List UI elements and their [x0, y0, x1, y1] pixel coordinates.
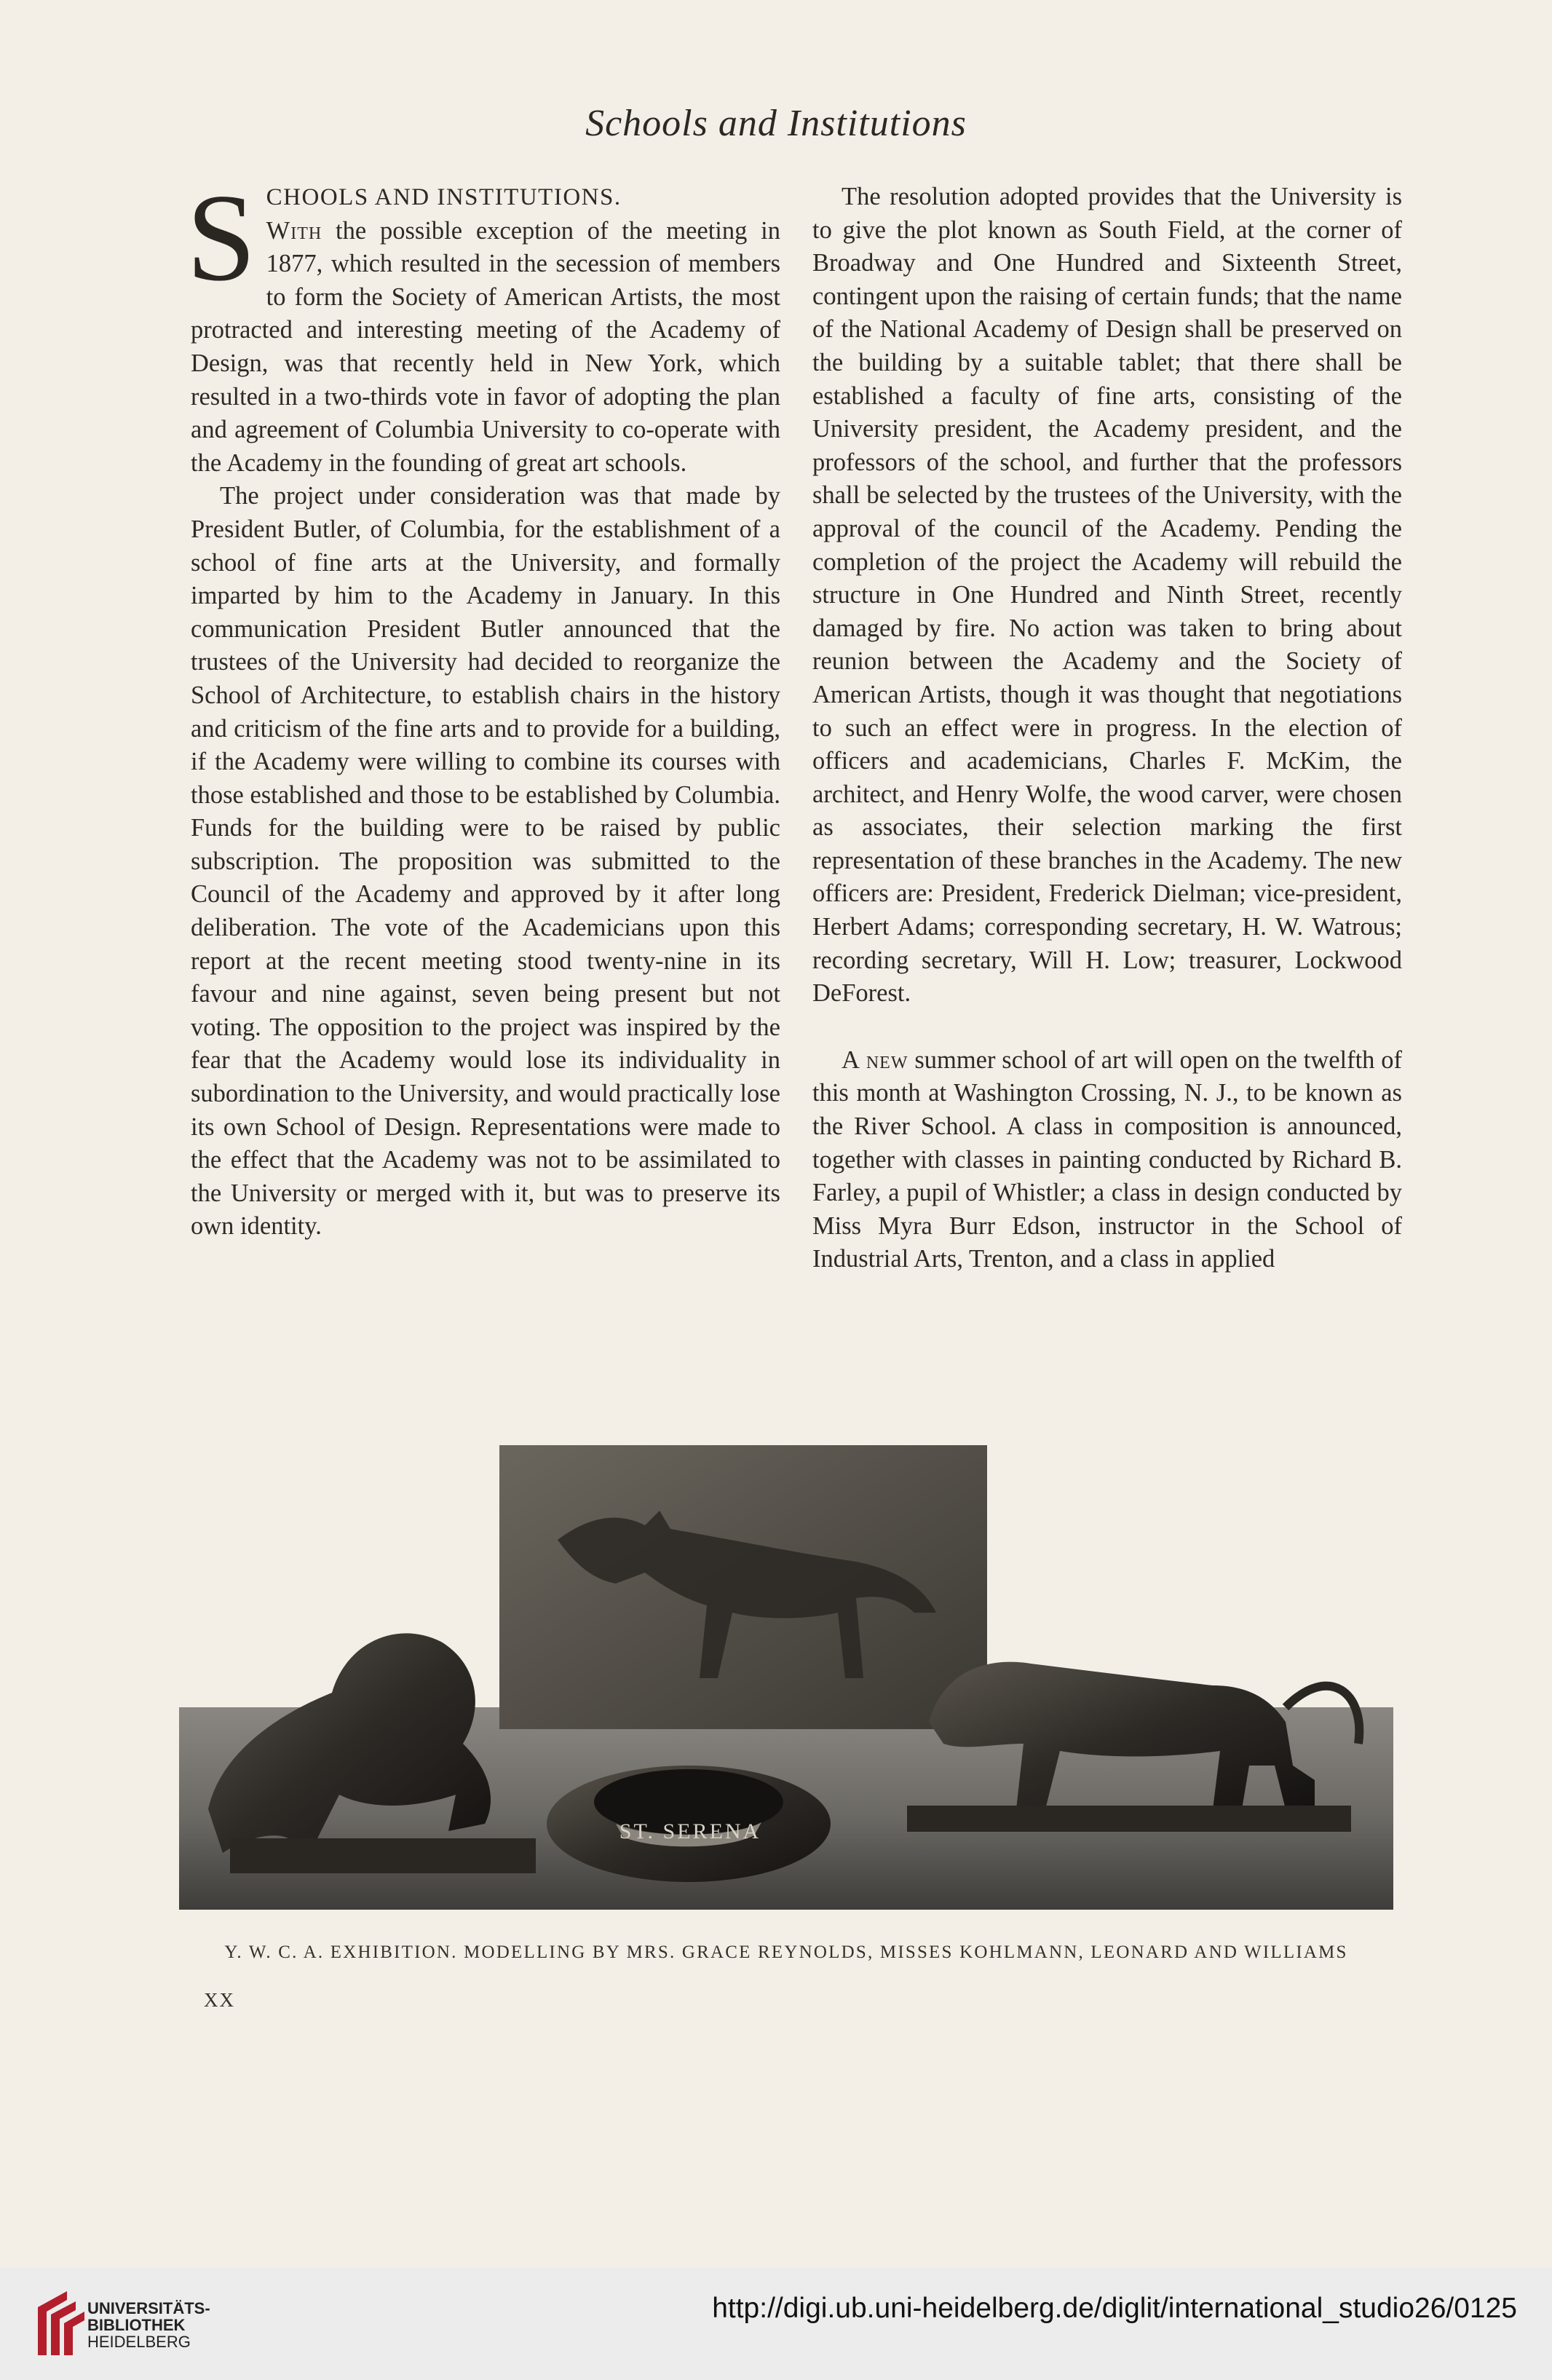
right-column: [812, 181, 1402, 1276]
left-paragraph-2: The project under consideration was that made by President Butler, of Columbia, for the establishment of a school of fine arts at the University, and formally imparted by him to the Academy in January. In this communication President Butler announced that the trustees of the University had decided to reorganize the School of Architecture, to establish chairs in the history and criticism of the fine arts and to provide for a building, if the Academy were willing to combine its courses with those established and those to be established by Columbia. Funds for the building were to be raised by public subscription. The proposition was submitted to the Council of the Academy and approved by it after long deliberation. The vote of the Academicians upon this report at the recent meeting stood twenty-nine in its favour and nine against, seven being present but not voting. The opposition to the project was inspired by the fear that the Academy would lose its individuality in subordination to the University, and would practically lose its own School of Design. Representations were made to the effect that the Academy was not to be assimilated to the University or merged with it, but was to preserve its own identity.: [191, 482, 780, 1241]
sculpture-photograph: [179, 1401, 1393, 1910]
article-heading: CHOOLS AND INSTITUTIONS.: [266, 184, 622, 210]
lion-base-left: [230, 1838, 536, 1873]
library-name: UNIVERSITÄTS- BIBLIOTHEK HEIDELBERG: [87, 2299, 210, 2351]
digitization-footer: [0, 2268, 1552, 2380]
figure-caption: Y. W. C. A. EXHIBITION. MODELLING BY MRS. GRACE REYNOLDS, MISSES KOHLMANN, LEONARD AND WILLIAMS: [224, 1942, 1348, 1962]
running-head: Schools and Institutions: [585, 103, 967, 144]
left-column: [186, 169, 780, 1244]
paragraph-text: summer school of art will open on the twelfth of this month at Washington Crossing, N. J., to be known as the River School. A class in composition is announced, together with classes in painting conducted by Richard B. Farley, a pupil of Whistler; a class in design conducted by Miss Myra Burr Edson, instructor in the School of Industrial Arts, Trenton, and a class in applied: [812, 1045, 1402, 1273]
source-url-link[interactable]: http://digi.ub.uni-heidelberg.de/diglit/international_studio26/0125: [712, 2293, 1517, 2324]
paragraph-text: the possible exception of the meeting in 1877, which resulted in the secession of members to form the Society of American Artists, the most protracted and interesting meeting of the Academy of Design, was that recently held in New York, which resulted in a two-thirds vote in favor of adopting the plan and agreement of Columbia University to co-operate with the Academy in the founding of great art schools.: [191, 216, 780, 477]
library-logo-icon: [31, 2285, 96, 2361]
page-folio: XX: [204, 1989, 235, 2011]
bowl-inscription: ST. SERENA: [619, 1819, 761, 1843]
right-paragraph-1: The resolution adopted provides that the University is to give the plot known as South Field, at the corner of Broadway and One Hundred and Sixteenth Street, contingent upon the raising of certain funds; that the name of the National Academy of Design shall be preserved on the building by a suitable tablet; that there shall be established a faculty of fine arts, consisting of the University president, the Academy president, and the professors of the school, and further that the professors shall be selected by the trustees of the University, with the approval of the council of the Academy. Pending the completion of the project the Academy will rebuild the structure in One Hundred and Ninth Street, recently damaged by fire. No action was taken to bring about reunion between the Academy and the Society of American Artists, though it was thought that negotiations to such an effect were in progress. In the election of officers and academicians, Charles F. McKim, the architect, and Henry Wolfe, the wood carver, were chosen as associates, their selection marking the first representation of these branches in the Academy. The new officers are: President, Frederick Dielman; vice-president, Herbert Adams; corresponding secretary, H. W. Watrous; recording secretary, Will H. Low; treasurer, Lockwood DeForest.: [812, 183, 1402, 1008]
paragraph-lead: A new: [842, 1045, 908, 1074]
drop-cap: S: [186, 169, 256, 307]
paragraph-lead: With: [266, 216, 322, 245]
left-paragraph-1: [186, 169, 780, 480]
lion-base-right: [907, 1806, 1351, 1832]
right-paragraph-2: [812, 1044, 1402, 1276]
